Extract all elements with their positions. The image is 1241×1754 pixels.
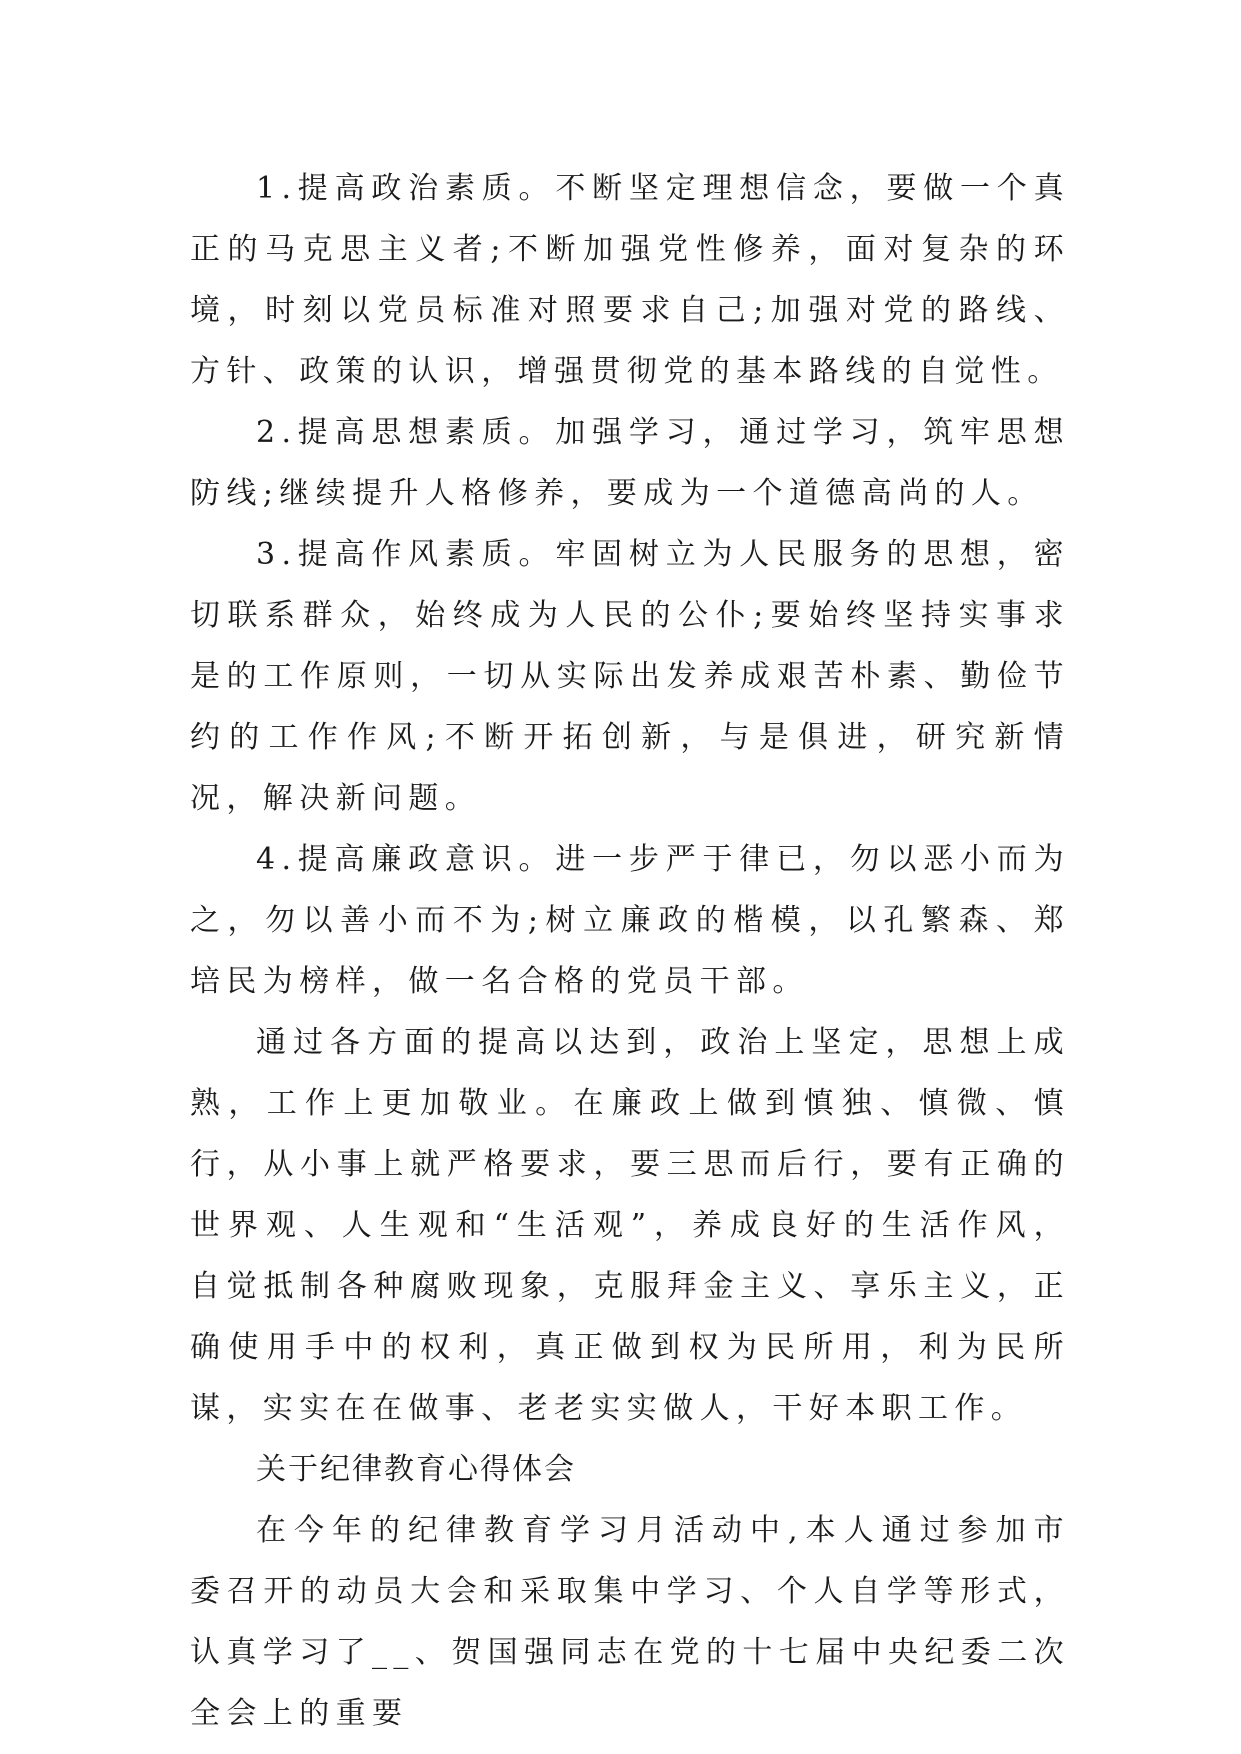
paragraph-work-style: 3.提高作风素质。牢固树立为人民服务的思想，密切联系群众，始终成为人民的公仆;要始终坚持实事求是的工作原则，一切从实际出发养成艰苦朴素、勤俭节约的工作作风;不断开拓创新，与是俱进，研究新情况，解决新问题。 [190, 537, 1070, 816]
paragraph-integrity-awareness: 4.提高廉政意识。进一步严于律已，勿以恶小而为之，勿以善小而不为;树立廉政的楷模，以孔繁森、郑培民为榜样，做一名合格的党员干部。 [190, 842, 1070, 999]
paragraph-ideological-quality: 2.提高思想素质。加强学习，通过学习，筑牢思想防线;继续提升人格修养，要成为一个道德高尚的人。 [190, 415, 1070, 511]
paragraph-discipline-education: 在今年的纪律教育学习月活动中,本人通过参加市委召开的动员大会和采取集中学习、个人自学等形式，认真学习了__、贺国强同志在党的十七届中央纪委二次全会上的重要 [190, 1513, 1070, 1731]
paragraph-summary: 通过各方面的提高以达到，政治上坚定，思想上成熟，工作上更加敬业。在廉政上做到慎独、慎微、慎行，从小事上就严格要求，要三思而后行，要有正确的世界观、人生观和“生活观”，养成良好的生活作风，自觉抵制各种腐败现象，克服拜金主义、享乐主义，正确使用手中的权利，真正做到权为民所用，利为民所谋，实实在在做事、老老实实做人，干好本职工作。 [190, 1025, 1070, 1426]
paragraph-political-quality: 1.提高政治素质。不断坚定理想信念，要做一个真正的马克思主义者;不断加强党性修养，面对复杂的环境，时刻以党员标准对照要求自己;加强对党的路线、方针、政策的认识，增强贯彻党的基本路线的自觉性。 [190, 171, 1070, 389]
section-heading: 关于纪律教育心得体会 [256, 1452, 576, 1487]
document-page [190, 158, 1070, 1744]
